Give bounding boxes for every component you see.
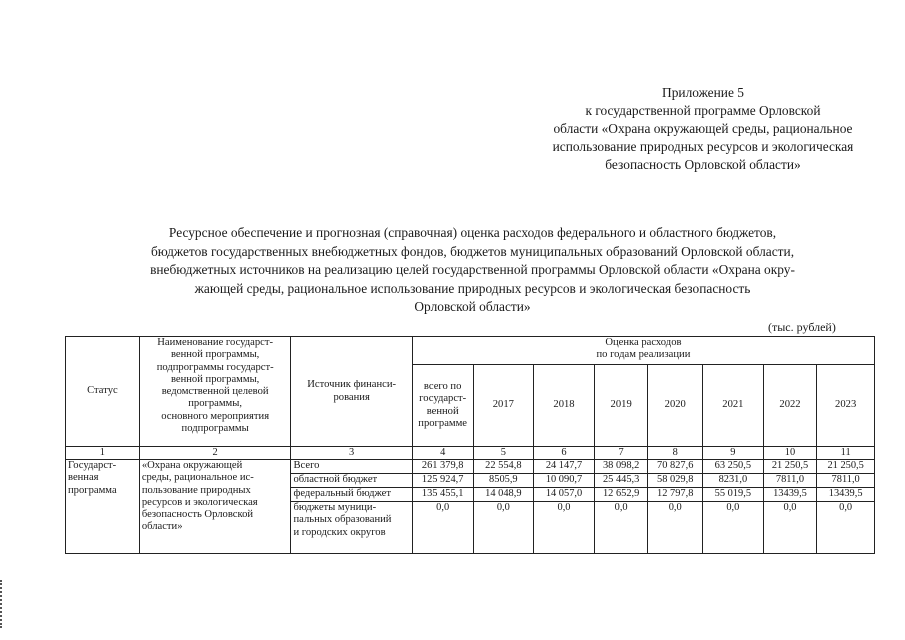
- header-name-line: ведомственной целевой: [161, 386, 269, 398]
- header-total-line: государст-: [419, 393, 467, 405]
- value-cell: 13439,5: [817, 488, 875, 502]
- value-cell: 7811,0: [763, 474, 817, 488]
- value-cell: 261 379,8: [412, 460, 473, 474]
- title-line: Ресурсное обеспечение и прогнозная (справочная) оценка расходов федерального и областного бюджетов,: [168, 225, 777, 240]
- appendix-caption: [528, 84, 878, 174]
- value-cell: 21 250,5: [763, 460, 817, 474]
- column-number: 1: [66, 447, 140, 460]
- source-label: Всего: [291, 460, 412, 474]
- header-source-line: Источник финанси-: [307, 379, 397, 391]
- row-name-line: среды, рациональное ис-: [141, 472, 254, 484]
- value-cell: 12 652,9: [594, 488, 648, 502]
- value-cell: 24 147,7: [534, 460, 595, 474]
- header-name-line: Наименование государст-: [157, 337, 274, 348]
- value-cell: 0,0: [817, 502, 875, 554]
- title-line: Орловской области»: [414, 299, 531, 314]
- value-cell: 14 048,9: [473, 488, 534, 502]
- value-cell: 8231,0: [703, 474, 764, 488]
- appendix-line: использование природных ресурсов и экологическая: [552, 139, 854, 154]
- header-estimate: [412, 337, 874, 365]
- column-number: 11: [817, 447, 875, 460]
- row-name-line: пользование природных: [141, 484, 251, 496]
- value-cell: 0,0: [763, 502, 817, 554]
- header-name-line: подпрограммы: [181, 423, 249, 435]
- column-number: 8: [648, 447, 703, 460]
- value-cell: 22 554,8: [473, 460, 534, 474]
- source-label-line: бюджеты муници-: [293, 502, 377, 513]
- source-label: областной бюджет: [291, 474, 412, 488]
- value-cell: 38 098,2: [594, 460, 648, 474]
- value-cell: 25 445,3: [594, 474, 648, 488]
- column-number: 9: [703, 447, 764, 460]
- value-cell: 8505,9: [473, 474, 534, 488]
- header-name-line: венной программы,: [170, 373, 260, 385]
- row-name-line: «Охрана окружающей: [141, 460, 243, 471]
- document-title: [100, 224, 845, 317]
- row-status: [66, 460, 140, 554]
- value-cell: 125 924,7: [412, 474, 473, 488]
- column-number-row: [66, 447, 875, 460]
- column-number: 6: [534, 447, 595, 460]
- appendix-line: области «Охрана окружающей среды, рациональное: [553, 121, 853, 136]
- column-number: 10: [763, 447, 817, 460]
- value-cell: 0,0: [594, 502, 648, 554]
- header-name-line: подпрограммы государст-: [156, 361, 274, 373]
- value-cell: 0,0: [534, 502, 595, 554]
- value-cell: 0,0: [412, 502, 473, 554]
- header-estimate-line: Оценка расходов: [605, 337, 682, 348]
- value-cell: 14 057,0: [534, 488, 595, 502]
- header-estimate-line: по годам реализации: [596, 349, 691, 361]
- row-name-line: области»: [141, 521, 183, 533]
- value-cell: 0,0: [473, 502, 534, 554]
- header-name: [139, 337, 291, 447]
- header-status: Статус: [66, 337, 140, 447]
- header-year: 2020: [648, 365, 703, 447]
- header-total-line: венной: [426, 405, 459, 417]
- value-cell: 135 455,1: [412, 488, 473, 502]
- value-cell: 7811,0: [817, 474, 875, 488]
- budget-table: [65, 336, 875, 554]
- title-line: внебюджетных источников на реализацию целей государственной программы Орловской области «Охрана окру-: [150, 262, 795, 277]
- header-source: [291, 337, 412, 447]
- appendix-line: безопасность Орловской области»: [605, 157, 801, 172]
- header-total: [412, 365, 473, 447]
- header-name-line: основного мероприятия: [161, 410, 270, 422]
- source-label-line: пальных образований: [293, 514, 392, 526]
- source-label: [291, 502, 412, 554]
- header-source-line: рования: [333, 391, 370, 403]
- value-cell: 63 250,5: [703, 460, 764, 474]
- header-year: 2022: [763, 365, 817, 447]
- column-number: 5: [473, 447, 534, 460]
- value-cell: 0,0: [648, 502, 703, 554]
- header-year: 2017: [473, 365, 534, 447]
- value-cell: 21 250,5: [817, 460, 875, 474]
- value-cell: 0,0: [703, 502, 764, 554]
- header-name-line: венной программы,: [170, 349, 260, 361]
- value-cell: 70 827,6: [648, 460, 703, 474]
- column-number: 4: [412, 447, 473, 460]
- column-number: 2: [139, 447, 291, 460]
- row-status-line: Государст-: [68, 460, 117, 471]
- header-year: 2018: [534, 365, 595, 447]
- header-total-line: всего по: [423, 380, 462, 392]
- table-row: [66, 460, 875, 474]
- column-number: 7: [594, 447, 648, 460]
- header-name-line: программы,: [188, 398, 243, 410]
- units-label: (тыс. рублей): [768, 320, 836, 334]
- row-program-name: [139, 460, 291, 554]
- column-number: 3: [291, 447, 412, 460]
- title-line: жающей среды, рациональное использование природных ресурсов и экологическая безопасность: [194, 280, 751, 296]
- row-status-line: венная: [68, 472, 99, 484]
- row-name-line: ресурсов и экологическая: [141, 496, 258, 508]
- value-cell: 12 797,8: [648, 488, 703, 502]
- header-year: 2023: [817, 365, 875, 447]
- scan-edge-mark: [0, 580, 5, 628]
- appendix-line: Приложение 5: [662, 85, 744, 100]
- value-cell: 55 019,5: [703, 488, 764, 502]
- row-status-line: программа: [68, 484, 117, 496]
- value-cell: 10 090,7: [534, 474, 595, 488]
- header-total-line: программе: [418, 417, 468, 429]
- value-cell: 58 029,8: [648, 474, 703, 488]
- source-label-line: и городских округов: [293, 526, 386, 538]
- value-cell: 13439,5: [763, 488, 817, 502]
- title-line: бюджетов государственных внебюджетных фондов, бюджетов муниципальных образований Орловской области,: [150, 243, 795, 259]
- source-label: федеральный бюджет: [291, 488, 412, 502]
- row-name-line: безопасность Орловской: [141, 509, 254, 521]
- header-year: 2021: [703, 365, 764, 447]
- header-year: 2019: [594, 365, 648, 447]
- appendix-line: к государственной программе Орловской: [585, 103, 821, 118]
